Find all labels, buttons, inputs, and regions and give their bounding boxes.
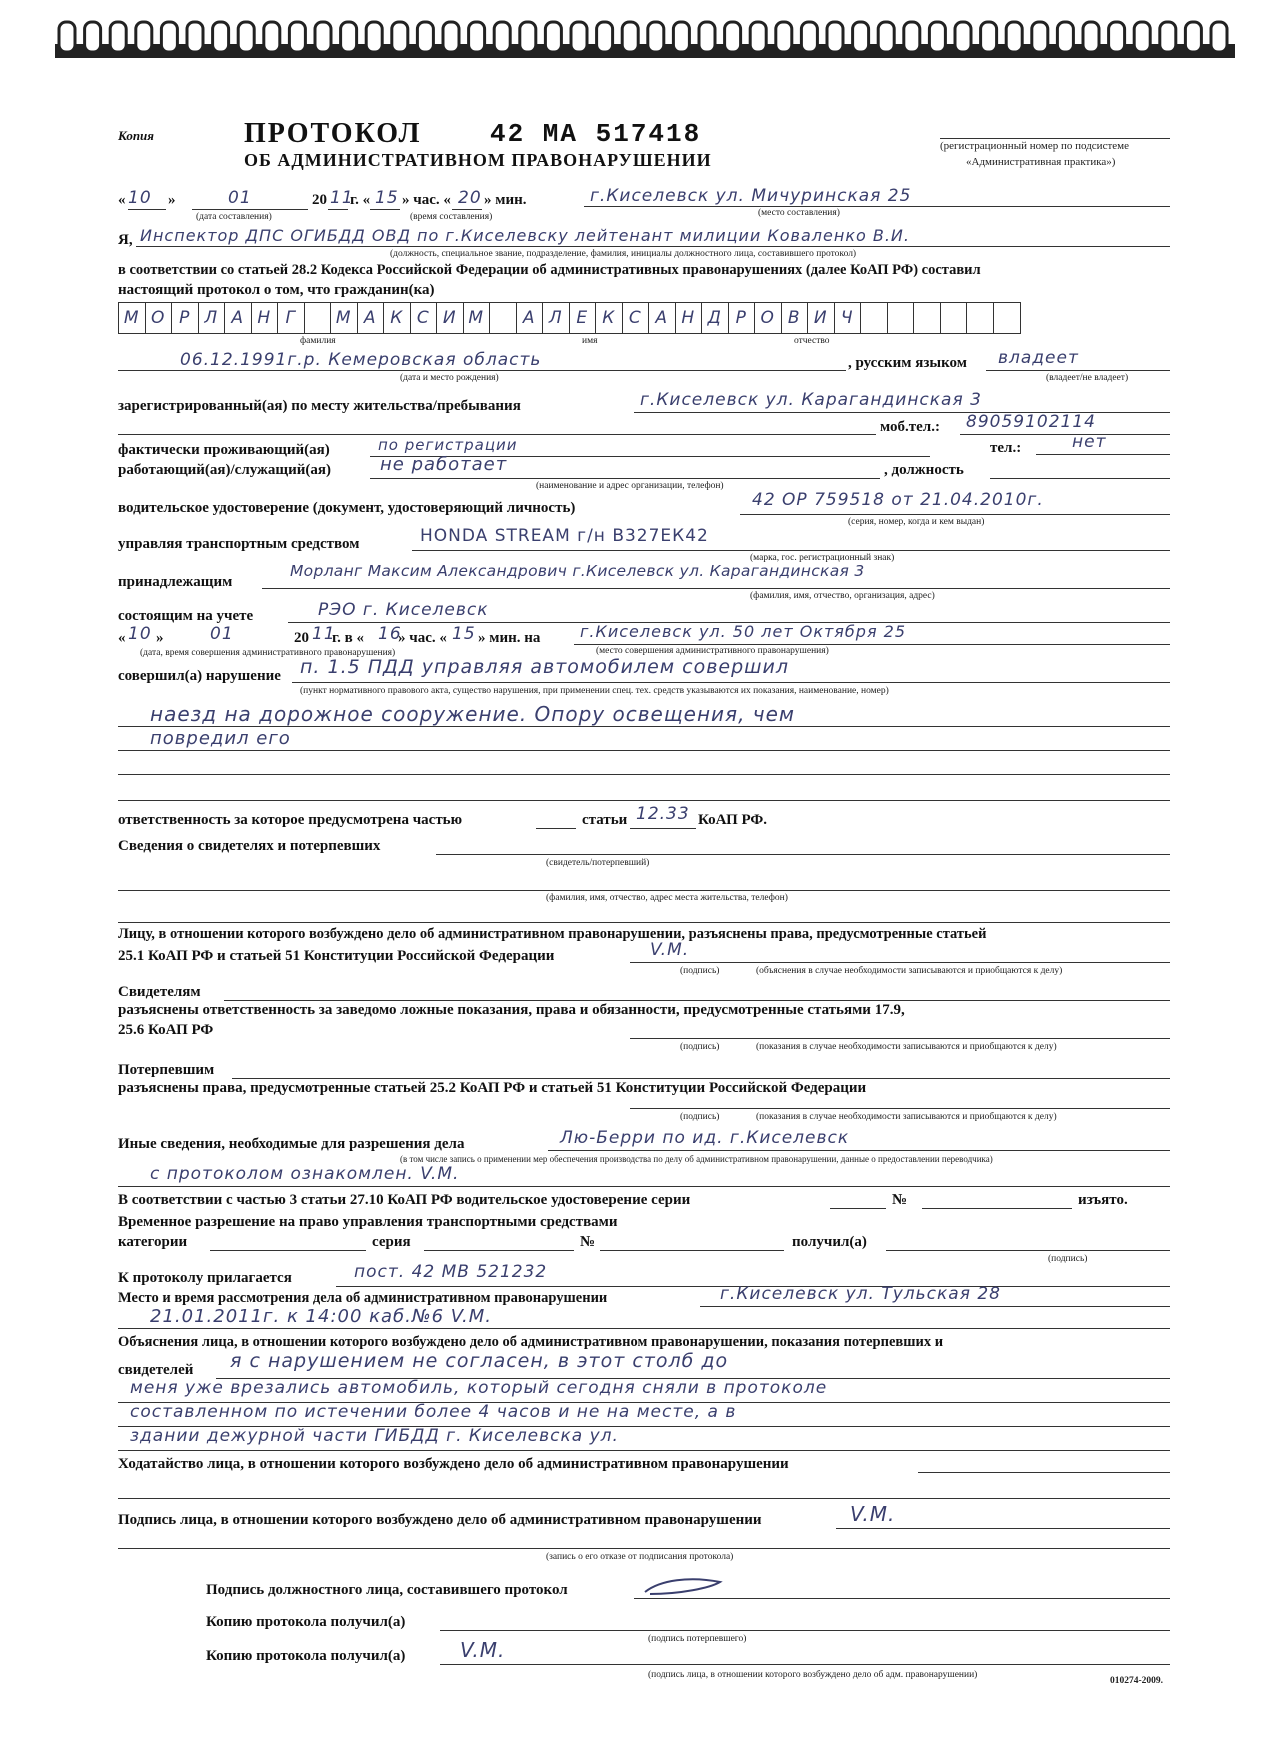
explanation-hw-3: составленном по истечении более 4 часов и не на месте, а в	[130, 1402, 737, 1422]
spiral-ring	[264, 22, 280, 52]
spiral-ring	[929, 22, 945, 52]
violation-line-3: повредил его	[150, 728, 291, 749]
spiral-ring	[161, 22, 177, 52]
spiral-ring	[341, 22, 357, 52]
name-grid-cell: О	[755, 303, 782, 333]
attachment-value: пост. 42 МВ 521232	[354, 1262, 548, 1282]
spiral-ring	[673, 22, 689, 52]
spiral-ring	[1006, 22, 1022, 52]
explanation-hw-4: здании дежурной части ГИБДД г. Киселевска ул.	[130, 1426, 619, 1446]
name-grid-cell: Д	[702, 303, 729, 333]
name-grid-cell: К	[596, 303, 623, 333]
name-grid-cell	[941, 303, 968, 333]
name-grid-cell: М	[119, 303, 146, 333]
owner-value: Морланг Максим Александрович г.Киселевск ул. Карагандинская 3	[290, 562, 865, 580]
spiral-ring	[85, 22, 101, 52]
spiral-ring	[648, 22, 664, 52]
spiral-ring	[878, 22, 894, 52]
officer-value: Инспектор ДПС ОГИБДД ОВД по г.Киселевску лейтенант милиции Коваленко В.И.	[140, 226, 910, 245]
name-grid-cell: И	[437, 303, 464, 333]
name-grid-cell: Г	[278, 303, 305, 333]
name-grid-cell: Н	[252, 303, 279, 333]
offender-signature: V.M.	[850, 1502, 896, 1526]
offense-place: г.Киселевск ул. 50 лет Октября 25	[580, 622, 907, 641]
name-grid-cell	[490, 303, 517, 333]
spiral-ring	[494, 22, 510, 52]
spiral-ring	[289, 22, 305, 52]
name-grid-cell: С	[623, 303, 650, 333]
name-grid-cell	[888, 303, 915, 333]
violation-line-1: п. 1.5 ПДД управляя автомобилем совершил	[300, 656, 790, 678]
name-grid-cell: А	[358, 303, 385, 333]
form-code: 010274-2009.	[1110, 1676, 1164, 1686]
name-grid-cell: Ч	[835, 303, 862, 333]
spiral-ring	[469, 22, 485, 52]
spiral-ring	[981, 22, 997, 52]
name-grid-cell: А	[225, 303, 252, 333]
name-grid-cell: К	[384, 303, 411, 333]
spiral-ring	[622, 22, 638, 52]
spiral-ring	[545, 22, 561, 52]
spiral-ring	[1083, 22, 1099, 52]
protocol-subtitle: ОБ АДМИНИСТРАТИВНОМ ПРАВОНАРУШЕНИИ	[244, 150, 712, 170]
spiral-ring	[59, 22, 75, 52]
name-grid-cell: М	[464, 303, 491, 333]
spiral-binding	[55, 14, 1235, 64]
spiral-ring	[187, 22, 203, 52]
date-year: 11	[330, 188, 354, 208]
protocol-number: 42 МА 517418	[490, 119, 702, 149]
name-grid-cell	[914, 303, 941, 333]
name-grid-cell: В	[782, 303, 809, 333]
name-grid-cell: А	[517, 303, 544, 333]
other-info-value: Лю-Берри по ид. г.Киселевск	[560, 1128, 850, 1148]
name-grid-cell: Р	[729, 303, 756, 333]
birth-value: 06.12.1991г.р. Кемеровская область	[180, 350, 542, 370]
name-grid-cell: Н	[676, 303, 703, 333]
name-grid-cell	[967, 303, 994, 333]
hearing-value: г.Киселевск ул. Тульская 28	[720, 1284, 1001, 1304]
time-minute: 20	[458, 188, 482, 208]
registered-value: РЭО г. Киселевск	[318, 600, 489, 620]
compile-place: г.Киселевск ул. Мичуринская 25	[590, 186, 912, 206]
spiral-ring	[238, 22, 254, 52]
official-signature-mark	[640, 1574, 730, 1598]
date-month: 01	[228, 188, 252, 208]
spiral-ring	[597, 22, 613, 52]
name-grid-cell: Е	[570, 303, 597, 333]
officer-label: Я,	[118, 232, 133, 248]
spiral-ring	[853, 22, 869, 52]
name-grid-cell: О	[146, 303, 173, 333]
tel-value: нет	[1072, 432, 1107, 452]
spiral-ring	[801, 22, 817, 52]
spiral-ring	[904, 22, 920, 52]
name-grid	[118, 302, 1021, 334]
time-hour: 15	[375, 188, 399, 208]
spiral-ring	[110, 22, 126, 52]
spiral-ring	[136, 22, 152, 52]
spiral-ring	[699, 22, 715, 52]
protocol-title: ПРОТОКОЛ	[244, 118, 422, 149]
spiral-ring	[443, 22, 459, 52]
license-value: 42 ОР 759518 от 21.04.2010г.	[752, 490, 1044, 510]
copy-received-signature: V.M.	[460, 1638, 506, 1662]
explanation-hw-2: меня уже врезались автомобиль, который сегодня сняли в протоколе	[130, 1378, 828, 1398]
spiral-ring	[776, 22, 792, 52]
explanation-hw-1: я с нарушением не согласен, в этот столб до	[230, 1350, 729, 1372]
copy-label: Копия	[118, 128, 154, 143]
spiral-ring	[1211, 22, 1227, 52]
spiral-ring	[1109, 22, 1125, 52]
vehicle-value: HONDA STREAM г/н В327ЕК42	[420, 526, 709, 546]
spiral-ring	[417, 22, 433, 52]
language-value: владеет	[998, 348, 1079, 368]
name-grid-cell: И	[808, 303, 835, 333]
spiral-ring	[315, 22, 331, 52]
other-info-line-2: с протоколом ознакомлен. V.M.	[150, 1164, 460, 1184]
name-grid-cell: Л	[543, 303, 570, 333]
spiral-ring	[955, 22, 971, 52]
date-day: 10	[128, 188, 152, 208]
mobile-value: 89059102114	[966, 412, 1096, 432]
spiral-ring	[392, 22, 408, 52]
reg-note-1: (регистрационный номер по подсистеме	[940, 140, 1129, 152]
rights-signature: V.M.	[650, 940, 690, 960]
spiral-ring	[1057, 22, 1073, 52]
spiral-ring	[213, 22, 229, 52]
violation-line-2: наезд на дорожное сооружение. Опору освещения, чем	[150, 702, 795, 726]
name-grid-cell: Л	[199, 303, 226, 333]
spiral-ring	[827, 22, 843, 52]
work-value: не работает	[380, 454, 508, 475]
hearing-line-2: 21.01.2011г. к 14:00 каб.№6 V.M.	[150, 1306, 492, 1327]
name-grid-cell: С	[411, 303, 438, 333]
name-grid-cell: А	[649, 303, 676, 333]
name-grid-cell: Р	[172, 303, 199, 333]
spiral-ring	[571, 22, 587, 52]
article-value: 12.33	[636, 804, 690, 824]
spiral-ring	[1134, 22, 1150, 52]
reg-note-2: «Административная практика»)	[966, 156, 1116, 168]
spiral-ring	[366, 22, 382, 52]
spiral-ring	[1185, 22, 1201, 52]
residence-value: по регистрации	[378, 436, 518, 454]
statute-line-2: настоящий протокол о том, что гражданин(ка)	[118, 282, 435, 298]
spiral-ring	[1032, 22, 1048, 52]
name-grid-cell	[305, 303, 332, 333]
name-grid-cell: М	[331, 303, 358, 333]
spiral-ring	[520, 22, 536, 52]
spiral-ring	[1160, 22, 1176, 52]
name-grid-cell	[994, 303, 1021, 333]
spiral-ring	[725, 22, 741, 52]
name-grid-cell	[861, 303, 888, 333]
spiral-ring	[750, 22, 766, 52]
statute-line-1: в соответствии со статьей 28.2 Кодекса Российской Федерации об административных правонарушениях (далее КоАП РФ) составил	[118, 262, 981, 278]
registration-value: г.Киселевск ул. Карагандинская 3	[640, 390, 982, 410]
